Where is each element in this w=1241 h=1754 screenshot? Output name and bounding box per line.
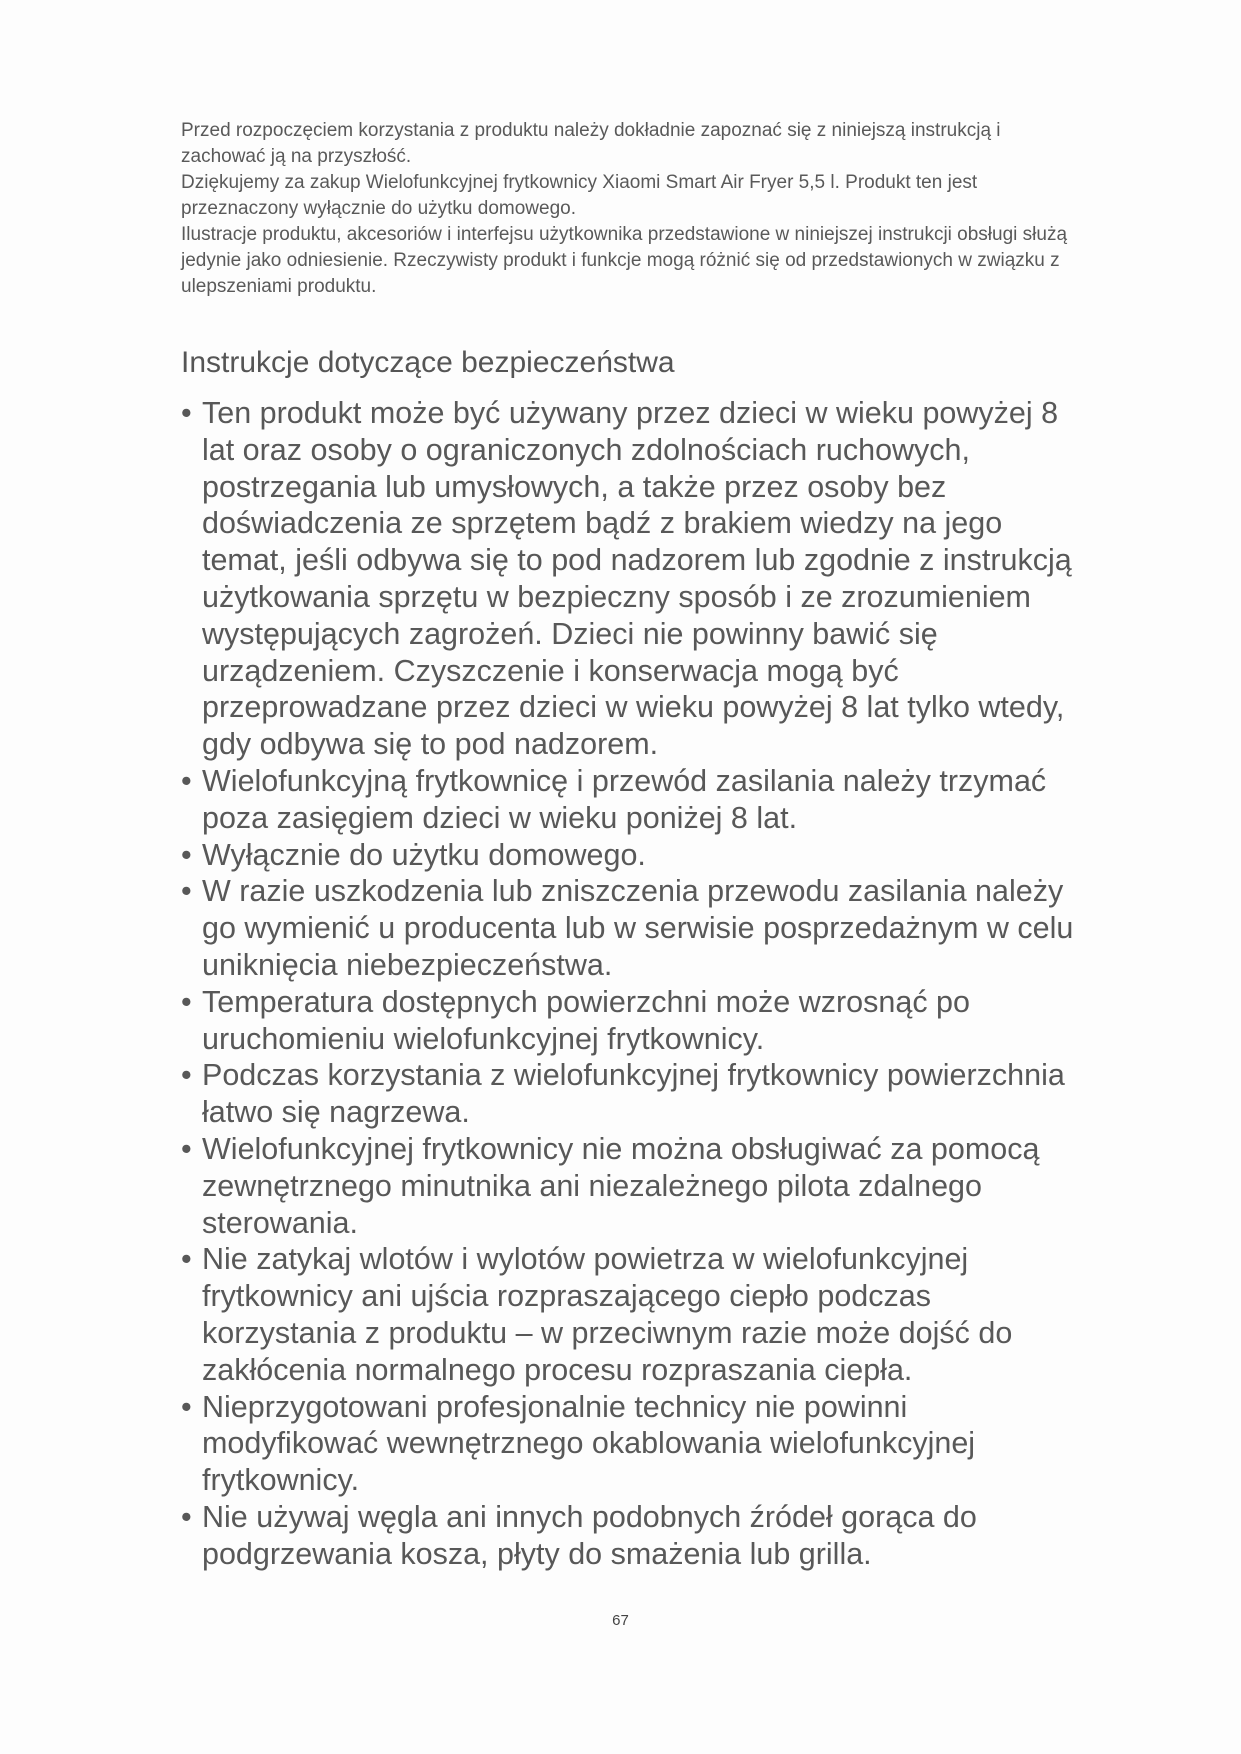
list-item — [181, 873, 1081, 983]
list-item-text: Podczas korzystania z wielofunkcyjnej frytkownicy powierzchnia łatwo się nagrzewa. — [202, 1058, 1065, 1130]
list-item-text: Temperatura dostępnych powierzchni może wzrosnąć po uruchomieniu wielofunkcyjnej frytkownicy. — [202, 984, 970, 1056]
bullet-icon: • — [181, 763, 192, 798]
list-item-text: Nie używaj węgla ani innych podobnych źródeł gorąca do podgrzewania kosza, płyty do smażenia lub grilla. — [202, 1499, 977, 1571]
page-content — [181, 118, 1081, 1571]
safety-list — [181, 395, 1081, 1573]
section-title: Instrukcje dotyczące bezpieczeństwa — [181, 346, 675, 379]
page-number: 67 — [612, 1612, 629, 1629]
list-item-text: Ten produkt może być używany przez dzieci w wieku powyżej 8 lat oraz osoby o ograniczonych zdolnościach ruchowych, postrzegania lub umysłowych, a także przez osoby bez doświadczenia ze sprzętem bądź z brakiem wiedzy na jego temat, jeśli odbywa się to pod nadzorem lub zgodnie z instrukcją użytkowania sprzętu w bezpieczny sposób i ze zrozumieniem występujących zagrożeń. Dzieci nie powinny bawić się urządzeniem. Czyszczenie i konserwacja mogą być przeprowadzane przez dzieci w wieku powyżej 8 lat tylko wtedy, gdy odbywa się to pod nadzorem. — [202, 396, 1072, 762]
intro-paragraph-1: Przed rozpoczęciem korzystania z produktu należy dokładnie zapoznać się z niniejszą instrukcją i zachować ją na przyszłość. — [181, 120, 1001, 167]
bullet-icon: • — [181, 874, 192, 909]
intro-paragraph-2: Dziękujemy za zakup Wielofunkcyjnej frytkownicy Xiaomi Smart Air Fryer 5,5 l. Produkt ten jest przeznaczony wyłącznie do użytku domowego. — [181, 172, 978, 219]
bullet-icon: • — [181, 1131, 192, 1166]
bullet-icon: • — [181, 396, 192, 430]
list-item — [181, 1241, 1081, 1388]
list-item-text: Nie zatykaj wlotów i wylotów powietrza w wielofunkcyjnej frytkownicy ani ujścia rozpraszającego ciepło podczas korzystania z produktu – w przeciwnym razie może dojść do zakłócenia normalnego procesu rozpraszania ciepła. — [202, 1242, 1013, 1387]
list-item — [181, 1057, 1081, 1131]
bullet-icon: • — [181, 1499, 192, 1534]
list-item — [181, 984, 1081, 1058]
list-item — [181, 1499, 1081, 1573]
list-item — [181, 837, 1081, 874]
list-item-text: Wielofunkcyjną frytkownicę i przewód zasilania należy trzymać poza zasięgiem dzieci w wieku poniżej 8 lat. — [202, 763, 1047, 835]
list-item-text: W razie uszkodzenia lub zniszczenia przewodu zasilania należy go wymienić u producenta lub w serwisie posprzedażnym w celu uniknięcia niebezpieczeństwa. — [202, 874, 1074, 982]
list-item — [181, 1131, 1081, 1241]
bullet-icon: • — [181, 1242, 192, 1277]
bullet-icon: • — [181, 984, 192, 1019]
list-item — [181, 763, 1081, 837]
bullet-icon: • — [181, 837, 192, 872]
list-item — [181, 1389, 1081, 1499]
bullet-icon: • — [181, 1389, 192, 1424]
list-item-text: Nieprzygotowani profesjonalnie technicy nie powinni modyfikować wewnętrznego okablowania wielofunkcyjnej frytkownicy. — [202, 1389, 976, 1498]
intro-paragraph-3: Ilustracje produktu, akcesoriów i interfejsu użytkownika przedstawione w niniejszej instrukcji obsługi służą jedynie jako odniesienie. Rzeczywisty produkt i funkcje mogą różnić się od przedstawionych w związku z ulepszeniami produktu. — [181, 224, 1068, 297]
list-item-text: Wyłącznie do użytku domowego. — [202, 837, 646, 872]
bullet-icon: • — [181, 1058, 192, 1093]
intro-block — [181, 118, 1081, 300]
list-item — [181, 395, 1081, 763]
list-item-text: Wielofunkcyjnej frytkownicy nie można obsługiwać za pomocą zewnętrznego minutnika ani niezależnego pilota zdalnego sterowania. — [202, 1131, 1040, 1240]
